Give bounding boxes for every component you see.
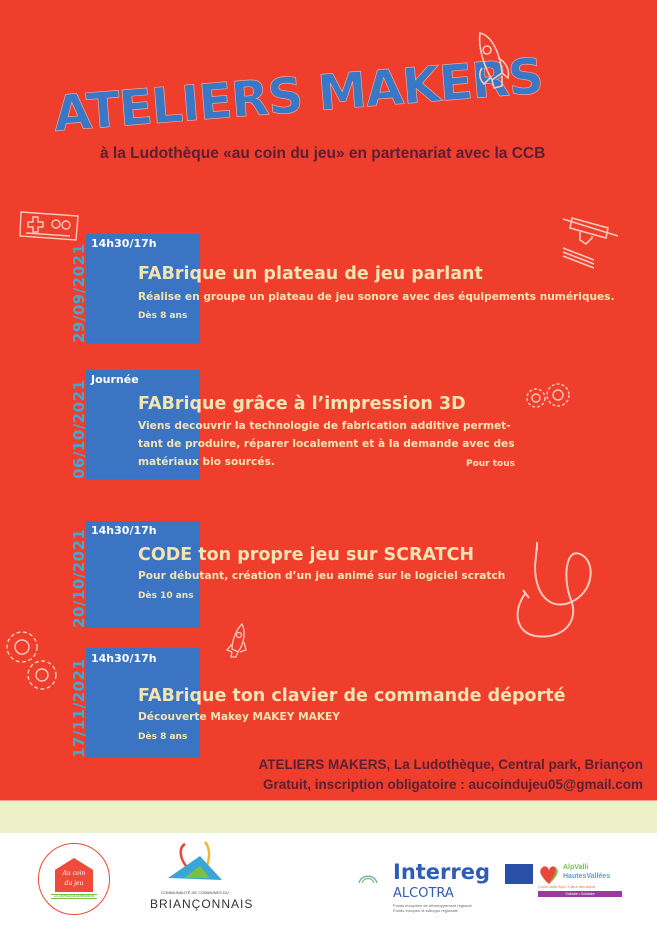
poster-subtitle: à la Ludothèque «au coin du jeu» en partenariat avec la CCB: [100, 145, 546, 162]
footer-band: [0, 800, 657, 833]
interreg-fund-1: Fonds européen de développement régional: [393, 903, 472, 908]
event-3-date: 20/10/2021: [70, 528, 88, 628]
event-2-audience: Pour tous: [466, 459, 516, 469]
rocket-icon: [222, 622, 252, 662]
ccb-mountain-icon: [150, 840, 240, 890]
footer-location: ATELIERS MAKERS, La Ludothèque, Central park, Briançon: [258, 757, 643, 772]
ccb-small-text: COMMUNAUTÉ DE COMMUNES DU: [161, 890, 229, 895]
event-2-title: FABrique grâce à l’impression 3D: [138, 394, 466, 414]
event-1-audience: Dès 8 ans: [138, 311, 188, 321]
ccb-big-text: BRIANÇONNAIS: [150, 897, 254, 911]
event-4-title: FABrique ton clavier de commande déporté: [138, 686, 566, 706]
logo-text-2: du jeu: [64, 880, 84, 887]
event-3-title: CODE ton propre jeu sur SCRATCH: [138, 545, 475, 565]
event-4-audience: Dès 8 ans: [138, 732, 188, 742]
alpvalli-banner: Solidale • Solidaire: [538, 891, 622, 897]
arch-icon: [357, 872, 379, 884]
event-4-date: 17/11/2021: [70, 658, 88, 758]
event-1-title: FABrique un plateau de jeu parlant: [138, 264, 483, 284]
alpvalli-line1: AlpValli: [563, 864, 589, 871]
interreg-fund-2: Fondo europeo di sviluppo regionale: [393, 908, 458, 913]
event-3-time: 14h30/17h: [91, 524, 157, 537]
3d-printer-icon: [560, 214, 622, 274]
event-2-description-line-1: Viens decouvrir la technologie de fabrication additive permet-: [138, 420, 511, 432]
gears-icon: [2, 625, 62, 697]
logo-text-1: Au coin: [62, 870, 86, 877]
event-4-description: Découverte Makey MAKEY MAKEY: [138, 711, 340, 723]
heart-icon: [538, 864, 560, 886]
event-1-description: Réalise en groupe un plateau de jeu sonore avec des équipements numériques.: [138, 291, 615, 303]
footer-registration: Gratuit, inscription obligatoire : aucoindujeu05@gmail.com: [263, 777, 643, 792]
logo-banner: LA LUDOTHEQUE DE BRIANCON: [51, 894, 97, 899]
alpvalli-line2: HautesVallées: [563, 873, 611, 880]
eu-flag-icon: [505, 864, 533, 884]
alpvalli-line3: Cuore delle Alpi • Cœur des Alpes: [538, 885, 596, 889]
cable-icon: [495, 540, 605, 650]
event-4-time: 14h30/17h: [91, 652, 157, 665]
interreg-name: Interreg: [393, 860, 491, 884]
event-1-time: 14h30/17h: [91, 237, 157, 250]
alpvalli-logo: [538, 864, 628, 904]
event-2-description-line-3: matériaux bio sourcés.: [138, 456, 275, 468]
interreg-program: ALCOTRA: [393, 886, 454, 901]
ccb-logo: [150, 840, 254, 920]
event-2-date: 06/10/2021: [70, 379, 88, 479]
au-coin-du-jeu-logo: [38, 843, 110, 915]
poster-title: ATELIERS MAKERS: [51, 47, 545, 143]
event-3-description: Pour débutant, création d’un jeu animé sur le logiciel scratch: [138, 570, 506, 582]
event-1-date: 29/09/2021: [70, 243, 88, 343]
rocket-icon: [470, 28, 530, 98]
event-2-time: Journée: [91, 373, 139, 386]
event-2-description-line-2: tant de produire, réparer localement et à la demande avec des: [138, 438, 515, 450]
event-3-audience: Dès 10 ans: [138, 591, 194, 601]
interreg-alcotra-logo: [355, 862, 525, 917]
gamepad-icon: [18, 208, 82, 244]
gears-icon: [522, 380, 578, 414]
